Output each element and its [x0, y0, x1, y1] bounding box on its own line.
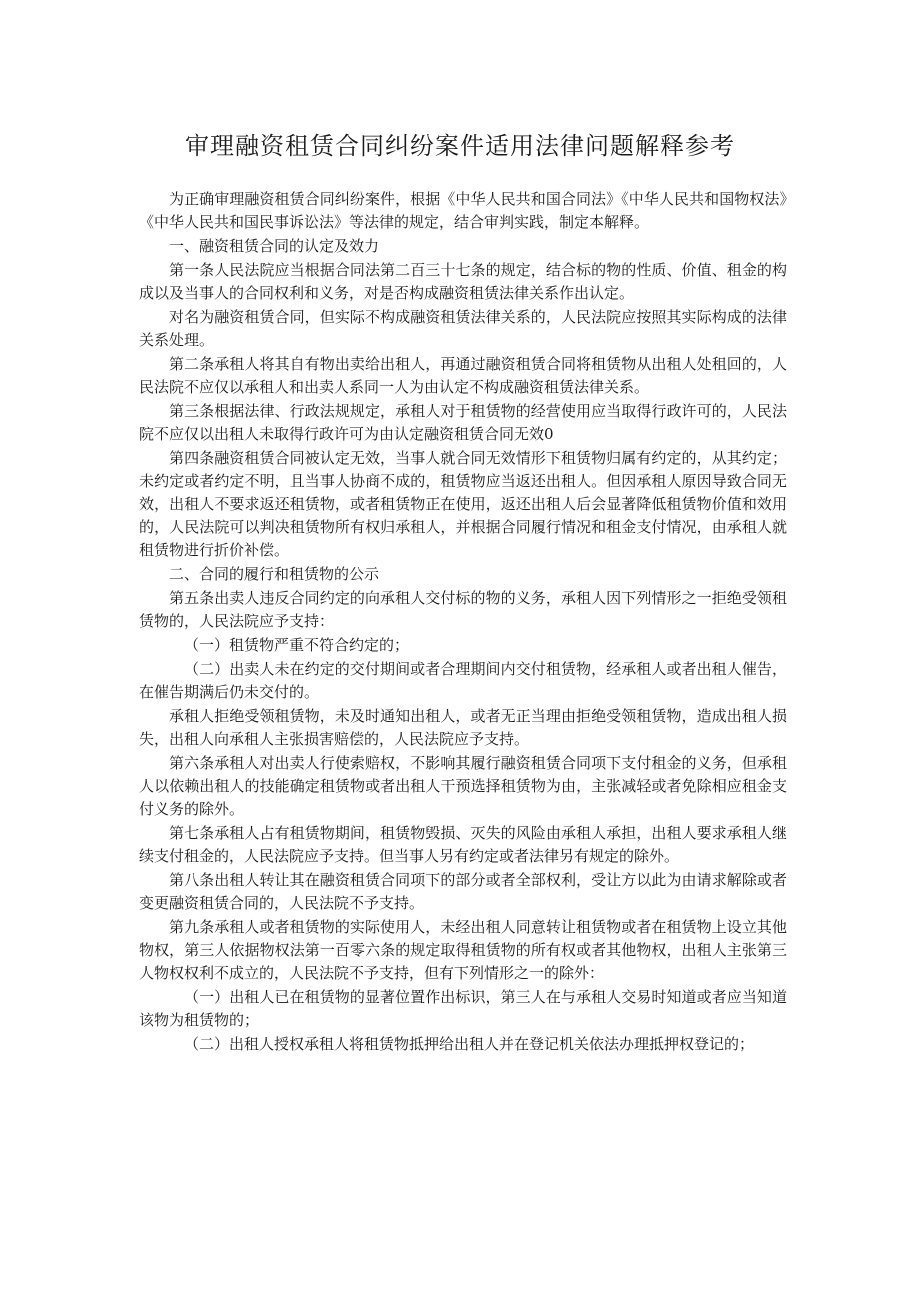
article-1-paragraph: 第一条人民法院应当根据合同法第二百三十七条的规定，结合标的物的性质、价值、租金的构成以及当事人的合同权利和义务，对是否构成融资租赁法律关系作出认定。 — [139, 261, 787, 302]
article-9-item-1: （一）出租人已在租赁物的显著位置作出标识，第三人在与承租人交易时知道或者应当知道该物为租赁物的； — [139, 988, 787, 1029]
article-7-paragraph: 第七条承租人占有租赁物期间，租赁物毁损、灭失的风险由承租人承担，出租人要求承租人继续支付租金的，人民法院应予支持。但当事人另有约定或者法律另有规定的除外。 — [139, 824, 787, 865]
document-body — [139, 188, 787, 1057]
article-2-paragraph: 第二条承租人将其自有物出卖给出租人，再通过融资租赁合同将租赁物从出租人处租回的，人民法院不应仅以承租人和出卖人系同一人为由认定不构成融资租赁法律关系。 — [139, 355, 787, 396]
article-3-paragraph: 第三条根据法律、行政法规规定，承租人对于租赁物的经营使用应当取得行政许可的，人民法院不应仅以出租人未取得行政许可为由认定融资租赁合同无效0 — [139, 402, 787, 443]
article-5-paragraph: 第五条出卖人违反合同约定的向承租人交付标的物的义务，承租人因下列情形之一拒绝受领租赁物的，人民法院应予支持： — [139, 589, 787, 630]
document-title: 审理融资租赁合同纠纷案件适用法律问题解释参考 — [185, 132, 735, 160]
article-5-item-1: （一）租赁物严重不符合约定的； — [184, 636, 410, 654]
article-5-paragraph-2: 承租人拒绝受领租赁物，未及时通知出租人，或者无正当理由拒绝受领租赁物，造成出租人损失，出租人向承租人主张损害赔偿的，人民法院应予支持。 — [139, 707, 787, 748]
preamble-paragraph: 为正确审理融资租赁合同纠纷案件，根据《中华人民共和国合同法》《中华人民共和国物权法》《中华人民共和国民事诉讼法》等法律的规定，结合审判实践，制定本解释。 — [139, 190, 787, 231]
article-8-paragraph: 第八条出租人转让其在融资租赁合同项下的部分或者全部权利，受让方以此为由请求解除或者变更融资租赁合同的，人民法院不予支持。 — [139, 871, 787, 912]
article-5-item-2: （二）出卖人未在约定的交付期间或者合理期间内交付租赁物，经承租人或者出租人催告，在催告期满后仍未交付的。 — [139, 660, 787, 701]
article-1-paragraph-2: 对名为融资租赁合同，但实际不构成融资租赁法律关系的，人民法院应按照其实际构成的法律关系处理。 — [139, 308, 787, 349]
article-9-item-2: （二）出租人授权承租人将租赁物抵押给出租人并在登记机关依法办理抵押权登记的； — [184, 1035, 755, 1053]
article-9-paragraph: 第九条承租人或者租赁物的实际使用人，未经出租人同意转让租赁物或者在租赁物上设立其他物权，第三人依据物权法第一百零六条的规定取得租赁物的所有权或者其他物权，出租人主张第三人物权权利不成立的，人民法院不予支持，但有下列情形之一的除外： — [139, 918, 787, 982]
article-6-paragraph: 第六条承租人对出卖人行使索赔权，不影响其履行融资租赁合同项下支付租金的义务，但承租人以依赖出租人的技能确定租赁物或者出租人干预选择租赁物为由，主张减轻或者免除相应租金支付义务的除外。 — [139, 754, 787, 818]
article-4-paragraph: 第四条融资租赁合同被认定无效，当事人就合同无效情形下租赁物归属有约定的，从其约定；未约定或者约定不明，且当事人协商不成的，租赁物应当返还出租人。但因承租人原因导致合同无效，出租人不要求返还租赁物，或者租赁物正在使用，返还出租人后会显著降低租赁物价值和效用的，人民法院可以判决租赁物所有权归承租人，并根据合同履行情况和租金支付情况，由承租人就租赁物进行折价补偿。 — [139, 449, 787, 559]
section-heading-2: 二、合同的履行和租赁物的公示 — [169, 565, 380, 583]
section-heading-1: 一、融资租赁合同的认定及效力 — [169, 237, 380, 255]
